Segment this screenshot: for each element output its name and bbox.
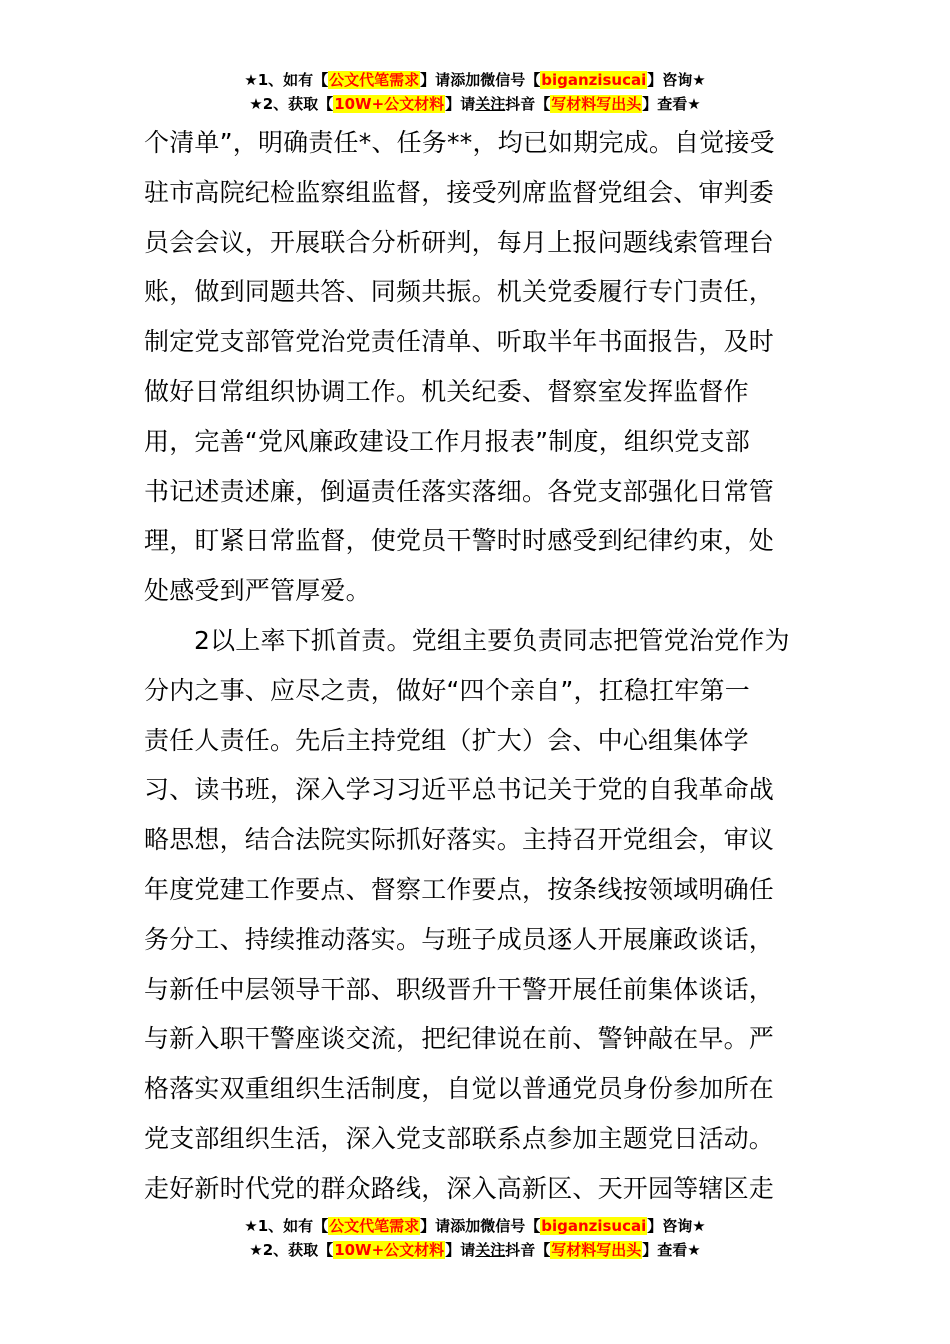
banner-text: 抖音【 [505, 95, 551, 113]
banner-text: 】咨询★ [647, 71, 706, 89]
banner-text: 】查看★ [642, 95, 701, 113]
highlight-douyin: 写材料写出头 [551, 95, 642, 113]
body-line: 处感受到严管厚爱。 [144, 576, 371, 606]
footer-banner [0, 1214, 950, 1262]
body-line: 党支部组织生活，深入党支部联系点参加主题党日活动。 [144, 1123, 775, 1153]
body-line: 书记述责述廉，倒逼责任落实落细。各党支部强化日常管 [144, 476, 775, 506]
body-line: 分内之事、应尽之责，做好“四个亲自”，扛稳扛牢第一 [144, 675, 750, 705]
banner-text: ★2、获取【 [249, 1241, 334, 1259]
banner-text: 微信号【 [480, 1217, 541, 1235]
body-line: 责任人责任。先后主持党组（扩大）会、中心组集体学 [144, 725, 749, 755]
banner-text: ★2、获取【 [249, 95, 334, 113]
body-line: 走好新时代党的群众路线，深入高新区、天开园等辖区走 [144, 1173, 775, 1203]
body-line: 账，做到同题共答、同频共振。机关党委履行专门责任， [144, 277, 775, 307]
banner-text: 抖音【 [505, 1241, 551, 1259]
banner-text: 】请 [420, 1217, 451, 1235]
banner-text: 】咨询★ [647, 1217, 706, 1235]
banner-underlined-word: 关注 [475, 1241, 506, 1259]
banner-text: ★1、如有【 [244, 1217, 329, 1235]
body-line: 用，完善“党风廉政建设工作月报表”制度，组织党支部 [144, 426, 750, 456]
body-line: 务分工、持续推动落实。与班子成员逐人开展廉政谈话， [144, 924, 775, 954]
document-body [144, 118, 808, 1214]
banner-line-1 [0, 68, 950, 92]
body-line: 制定党支部管党治党责任清单、听取半年书面报告，及时 [144, 327, 775, 357]
banner-line-2 [0, 1238, 950, 1262]
banner-text: 】请 [420, 71, 451, 89]
body-line: 略思想，结合法院实际抓好落实。主持召开党组会，审议 [144, 825, 775, 855]
banner-bold-word: 添加 [450, 71, 481, 89]
highlight-wechat-id: biganzisucai [541, 1217, 647, 1235]
highlight-service: 公文代笔需求 [329, 71, 420, 89]
header-banner [0, 68, 950, 116]
body-line: 与新入职干警座谈交流，把纪律说在前、警钟敲在早。严 [144, 1024, 775, 1054]
body-line: 习、读书班，深入学习习近平总书记关于党的自我革命战 [144, 775, 775, 805]
body-line: 理，盯紧日常监督，使党员干警时时感受到纪律约束，处 [144, 526, 775, 556]
body-line: 个清单”，明确责任*、任务**，均已如期完成。自觉接受 [144, 128, 775, 157]
body-line: 格落实双重组织生活制度，自觉以普通党员身份参加所在 [144, 1074, 775, 1104]
highlight-douyin: 写材料写出头 [551, 1241, 642, 1259]
body-line: 年度党建工作要点、督察工作要点，按条线按领域明确任 [144, 874, 775, 904]
body-line: 员会会议，开展联合分析研判，每月上报问题线索管理台 [144, 227, 775, 257]
body-line: 驻市高院纪检监察组监督，接受列席监督党组会、审判委 [144, 177, 775, 207]
highlight-materials: 10W+公文材料 [334, 95, 445, 113]
paragraph-start-line: 2以上率下抓首责。党组主要负责同志把管党治党作为 [194, 625, 790, 655]
highlight-service: 公文代笔需求 [329, 1217, 420, 1235]
banner-text: 】查看★ [642, 1241, 701, 1259]
body-line: 做好日常组织协调工作。机关纪委、督察室发挥监督作 [144, 376, 749, 406]
body-line: 与新任中层领导干部、职级晋升干警开展任前集体谈话， [144, 974, 775, 1004]
banner-text: 】请 [445, 95, 476, 113]
banner-text: 微信号【 [480, 71, 541, 89]
banner-underlined-word: 关注 [475, 95, 506, 113]
banner-text: 】请 [445, 1241, 476, 1259]
banner-bold-word: 添加 [450, 1217, 481, 1235]
highlight-wechat-id: biganzisucai [541, 71, 647, 89]
highlight-materials: 10W+公文材料 [334, 1241, 445, 1259]
banner-text: ★1、如有【 [244, 71, 329, 89]
banner-line-1 [0, 1214, 950, 1238]
banner-line-2 [0, 92, 950, 116]
